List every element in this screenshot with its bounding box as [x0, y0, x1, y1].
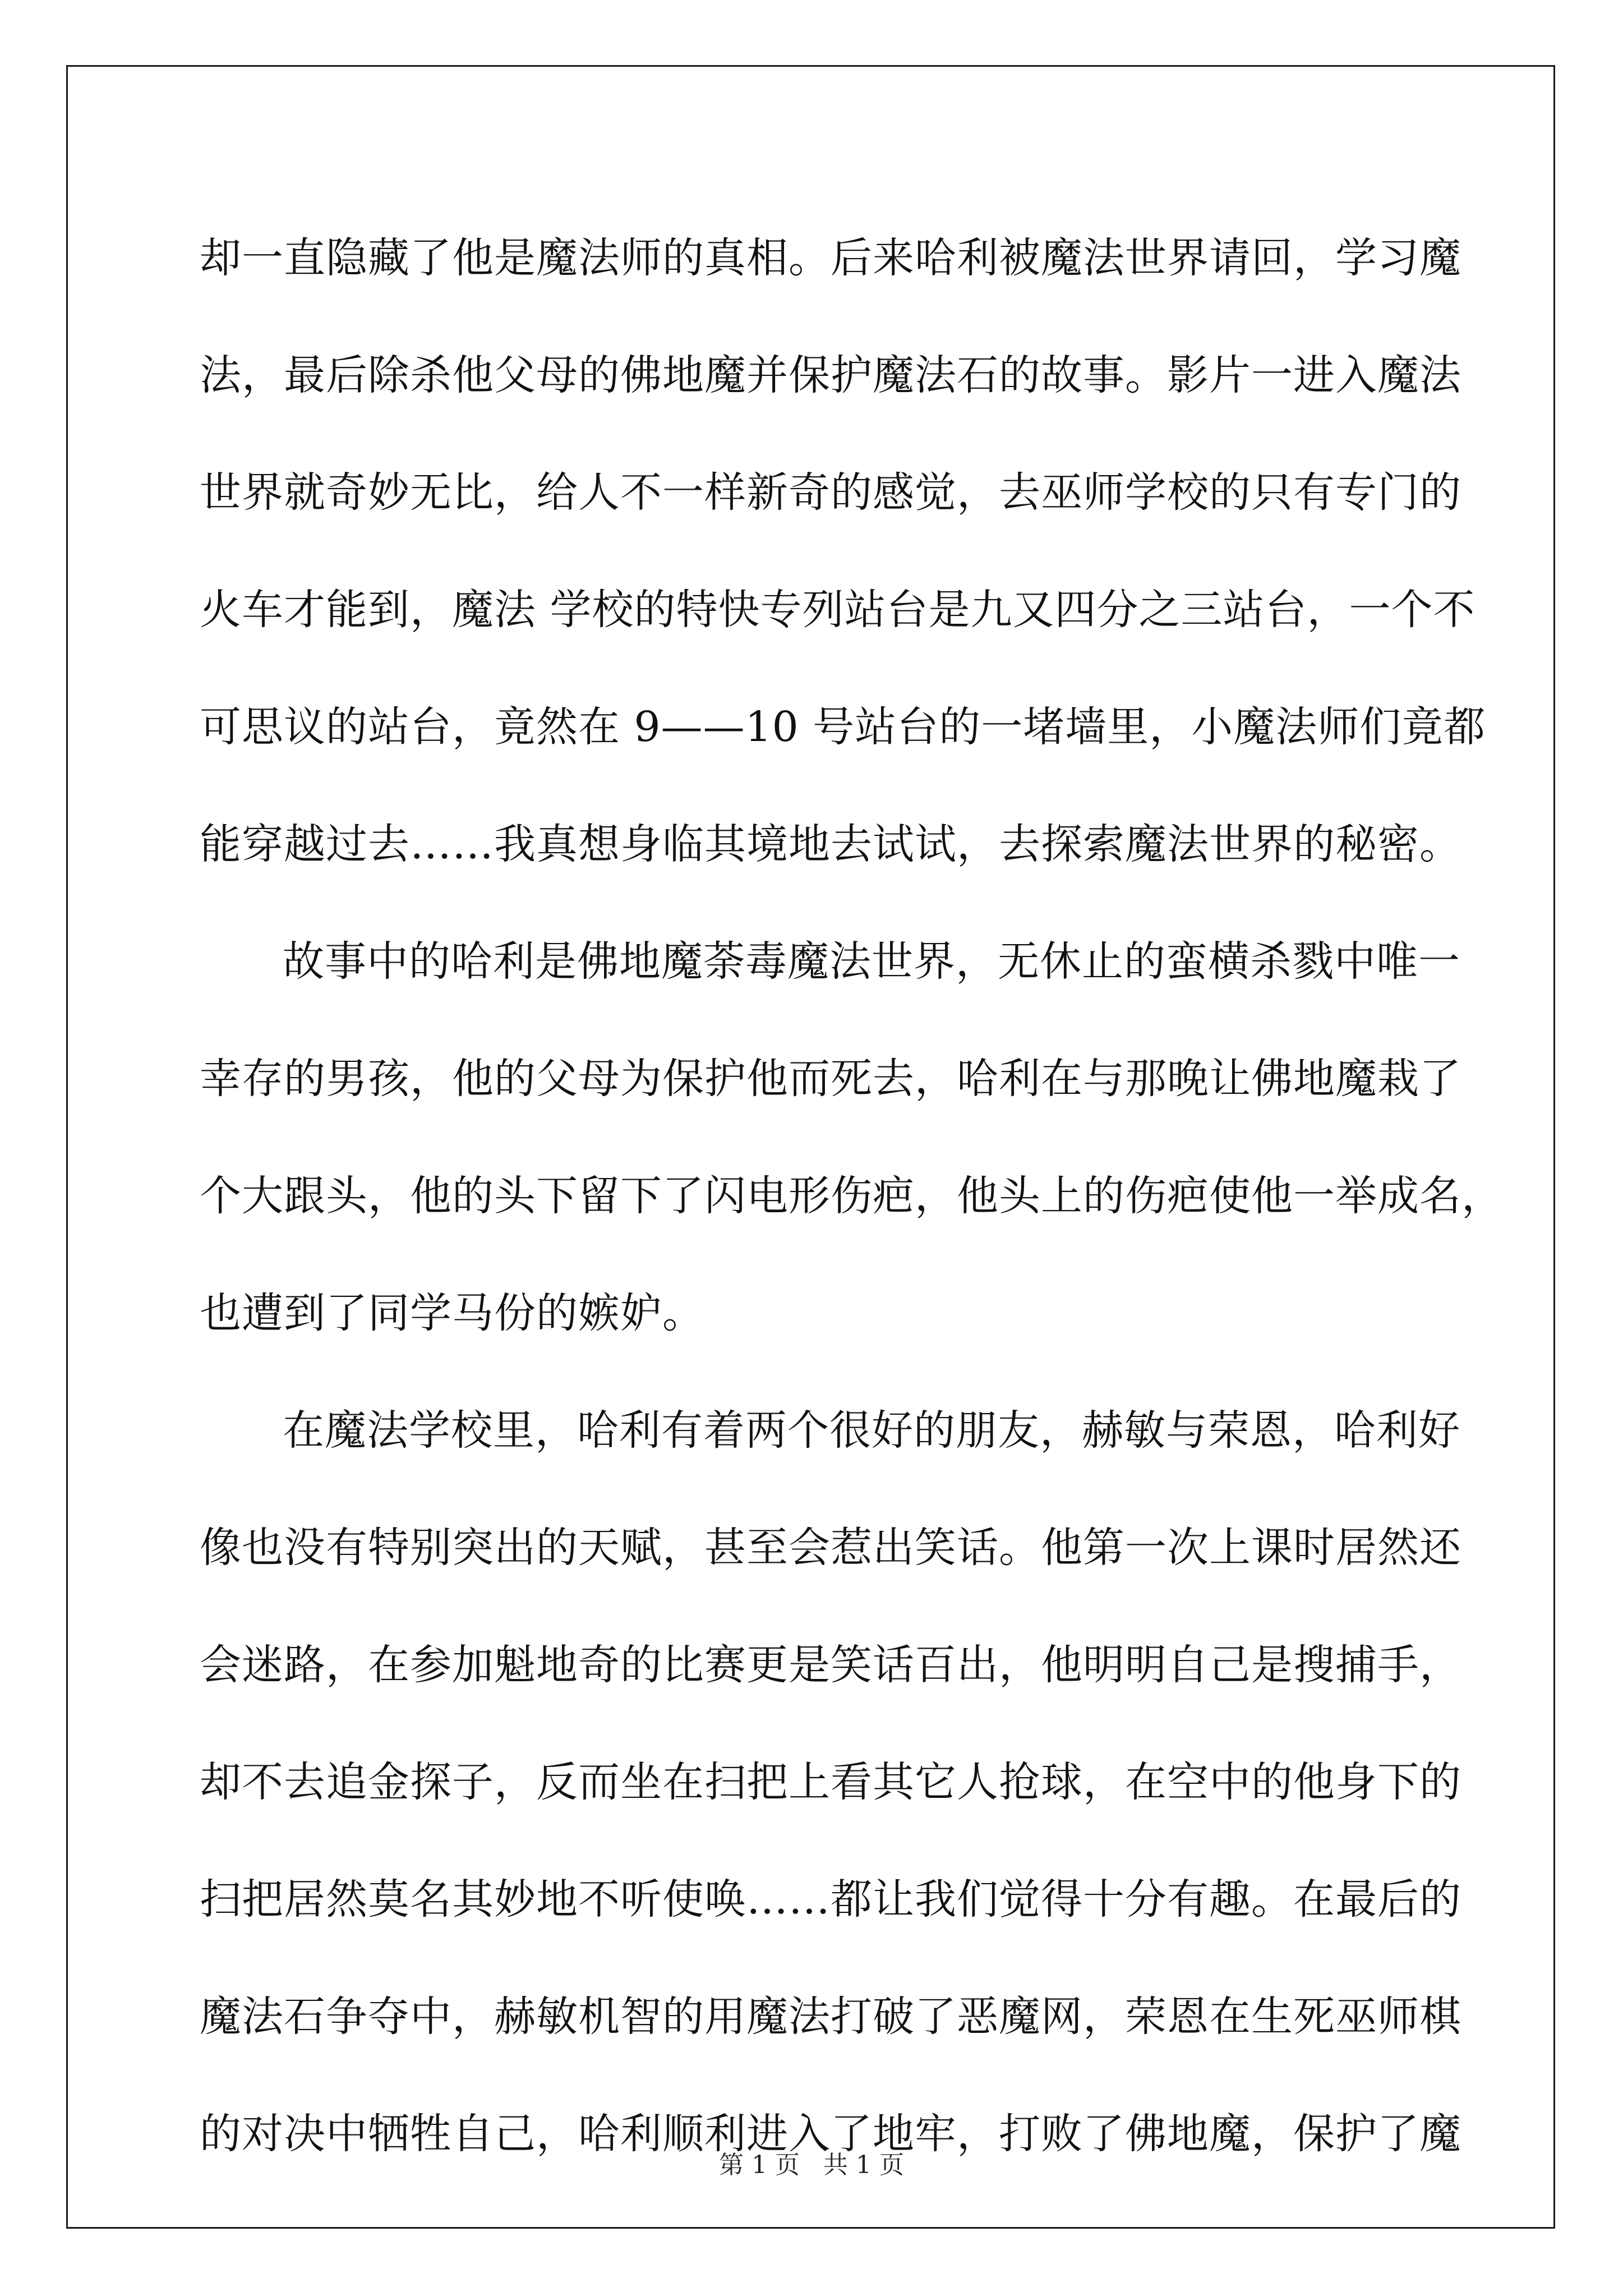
text-line: 故事中的哈利是佛地魔荼毒魔法世界，无休止的蛮横杀戮中唯一: [283, 937, 1460, 986]
text-line: 扫把居然莫名其妙地不听使唤……都让我们觉得十分有趣。在最后的: [200, 1875, 1461, 1924]
document-body: [200, 200, 1504, 2193]
text-line: 世界就奇妙无比，给人不一样新奇的感觉，去巫师学校的只有专门的: [200, 468, 1461, 517]
text-line: 却一直隐藏了他是魔法师的真相。后来哈利被魔法世界请回，学习魔: [200, 234, 1461, 282]
page-number: 第 1 页: [719, 2151, 800, 2179]
text-line: 也遭到了同学马份的嫉妒。: [200, 1289, 704, 1337]
text-line: 的对决中牺牲自己，哈利顺利进入了地牢，打败了佛地魔，保护了魔: [200, 2110, 1461, 2158]
text-line: 魔法石争夺中，赫敏机智的用魔法打破了恶魔网，荣恩在生死巫师棋: [200, 1993, 1461, 2041]
page-footer: [0, 2148, 1623, 2182]
text-line: 却不去追金探子，反而坐在扫把上看其它人抢球，在空中的他身下的: [200, 1758, 1461, 1806]
text-line: 可思议的站台，竟然在 9——10 号站台的一堵墙里，小魔法师们竟都: [200, 703, 1486, 751]
text-line: 能穿越过去……我真想身临其境地去试试，去探索魔法世界的秘密。: [200, 820, 1461, 868]
text-line: 会迷路，在参加魁地奇的比赛更是笑话百出，他明明自己是搜捕手，: [200, 1641, 1461, 1689]
text-line: 个大跟头，他的头下留下了闪电形伤疤，他头上的伤疤使他一举成名，: [200, 1172, 1504, 1220]
text-line: 火车才能到，魔法 学校的特快专列站台是九又四分之三站台，一个不: [200, 586, 1476, 634]
text-line: 幸存的男孩，他的父母为保护他而死去，哈利在与那晚让佛地魔栽了: [200, 1055, 1461, 1103]
text-line: 像也没有特别突出的天赋，甚至会惹出笑话。他第一次上课时居然还: [200, 1524, 1461, 1572]
page-total: 共 1 页: [823, 2151, 904, 2179]
text-line: 法，最后除杀他父母的佛地魔并保护魔法石的故事。影片一进入魔法: [200, 351, 1461, 399]
text-line: 在魔法学校里，哈利有着两个很好的朋友，赫敏与荣恩，哈利好: [283, 1406, 1460, 1455]
